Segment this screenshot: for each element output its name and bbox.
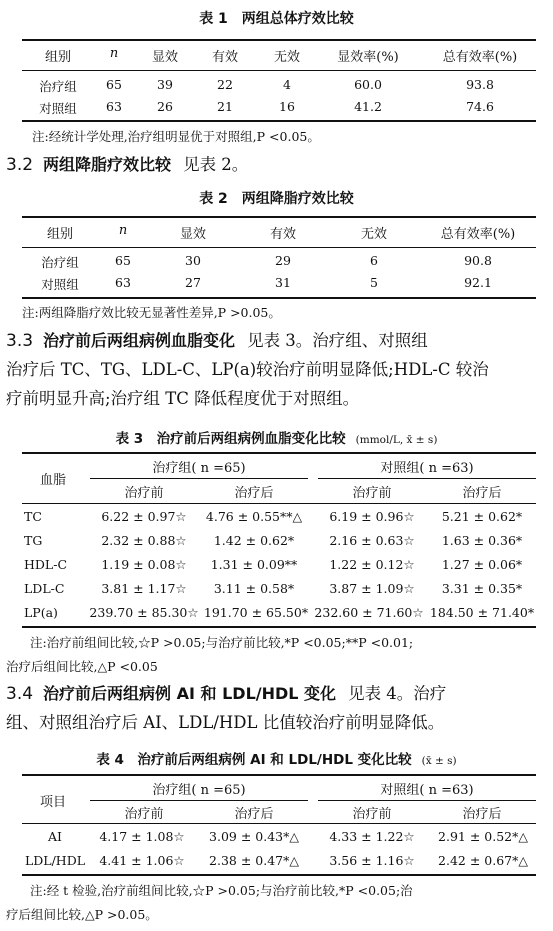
table1-header-rule	[22, 70, 536, 71]
table2-header-rule	[22, 247, 536, 248]
table1-cell: 对照组	[39, 101, 77, 116]
table3-header-rule	[22, 503, 536, 504]
table1-cell: 治疗组	[39, 79, 77, 94]
table2-header-group: 组别	[46, 227, 73, 242]
table1-cell: 93.8	[466, 77, 494, 92]
table2-cell: 29	[275, 253, 291, 268]
section-3-4-heading	[6, 681, 551, 707]
table4-subheader: 治疗后	[462, 807, 502, 822]
table3-cell: 3.87 ± 1.09☆	[329, 581, 415, 596]
section-3-3-line3: 疗前明显升高;治疗组 TC 降低程度优于对照组。	[6, 389, 360, 408]
table3-cell: 184.50 ± 71.40*	[429, 605, 535, 620]
table3-cell: HDL-C	[24, 557, 68, 572]
table3-cell: 1.27 ± 0.06*	[441, 557, 523, 572]
table2-header-n: n	[118, 223, 128, 238]
table3-cell: 1.63 ± 0.36*	[441, 533, 523, 548]
table1-cell: 16	[279, 99, 295, 114]
table3-cell: LDL-C	[24, 581, 65, 596]
table3-subheader: 治疗前	[124, 486, 164, 501]
section-number: 3.3	[6, 331, 34, 351]
table1-cell: 39	[157, 77, 173, 92]
table4-subheader: 治疗前	[352, 807, 392, 822]
table4-cell: 3.09 ± 0.43*△	[209, 829, 299, 844]
table1-cell: 22	[217, 77, 233, 92]
table2-header-total-rate: 总有效率(%)	[440, 227, 516, 242]
table1-caption: 表 1 两组总体疗效比较	[199, 11, 354, 27]
table3-group2-rule	[318, 478, 536, 479]
table2-cell: 63	[115, 275, 131, 290]
table4-group1-header: 治疗组( n =65)	[152, 783, 246, 798]
table2-cell: 30	[185, 253, 201, 268]
section-text: 见表 3。治疗组、对照组	[247, 331, 428, 350]
table4-subheader: 治疗后	[234, 807, 274, 822]
table3-unit: (mmol/L, x̄ ± s)	[355, 434, 438, 446]
table2-note: 注:两组降脂疗效比较无显著性差异,P >0.05。	[22, 305, 281, 320]
table4-cell: 2.38 ± 0.47*△	[209, 853, 299, 868]
table2-cell: 治疗组	[41, 255, 79, 270]
table4-header-rule	[22, 823, 536, 824]
section-number: 3.4	[6, 684, 34, 704]
table1-cell: 21	[217, 99, 233, 114]
table3-subheader: 治疗前	[352, 486, 392, 501]
table2-header-effective: 有效	[269, 227, 296, 242]
table2-bottom-rule	[22, 297, 536, 299]
table4-cell: 3.56 ± 1.16☆	[329, 853, 415, 868]
table3-group1-rule	[90, 478, 308, 479]
section-text: 见表 4。治疗	[348, 684, 447, 703]
table1-cell: 63	[106, 99, 122, 114]
table4-cell: 2.91 ± 0.52*△	[438, 829, 528, 844]
table3-cell: 191.70 ± 65.50*	[203, 605, 309, 620]
table3-cell: 2.16 ± 0.63☆	[329, 533, 415, 548]
table1-header-n: n	[109, 46, 119, 61]
table3-subheader: 治疗后	[234, 486, 274, 501]
table4-cell: LDL/HDL	[24, 853, 86, 868]
table2-cell: 31	[275, 275, 291, 290]
table1-header-total-rate: 总有效率(%)	[442, 50, 518, 65]
section-title: 两组降脂疗效比较	[43, 155, 172, 174]
table2-cell: 90.8	[464, 253, 492, 268]
section-title: 治疗前后两组病例 AI 和 LDL/HDL 变化	[43, 684, 337, 703]
table2-cell: 65	[115, 253, 131, 268]
table1-header-marked-rate: 显效率(%)	[337, 50, 399, 65]
table3-note-line1: 注:治疗前组间比较,☆P >0.05;与治疗前比较,*P <0.05;**P <0.01;	[30, 635, 414, 650]
section-number: 3.2	[6, 155, 34, 175]
table4-group2-header: 对照组( n =63)	[380, 783, 474, 798]
table3-cell: 4.76 ± 0.55**△	[205, 509, 303, 524]
table3-caption-row	[0, 427, 553, 447]
table1-header-ineffective: 无效	[273, 50, 300, 65]
table3-cell: 2.32 ± 0.88☆	[101, 533, 187, 548]
table1-header-group: 组别	[44, 50, 71, 65]
table4-note-line1: 注:经 t 检验,治疗前组间比较,☆P >0.05;与治疗前比较,*P <0.05;治	[30, 883, 413, 898]
table1-header-marked: 显效	[151, 50, 178, 65]
table3-cell: 6.22 ± 0.97☆	[101, 509, 187, 524]
table1-cell: 65	[106, 77, 122, 92]
table3-note-line2: 治疗后组间比较,△P <0.05	[6, 659, 158, 674]
table3-cell: 1.19 ± 0.08☆	[101, 557, 187, 572]
table3-cell: 3.31 ± 0.35*	[441, 581, 523, 596]
section-3-3-line2: 治疗后 TC、TG、LDL-C、LP(a)较治疗前明显降低;HDL-C 较治	[6, 360, 489, 379]
table4-top-rule	[22, 774, 536, 776]
table4-group1-rule	[90, 800, 308, 801]
table2-cell: 对照组	[41, 277, 79, 292]
table4-cell: 4.17 ± 1.08☆	[99, 829, 185, 844]
table1-bottom-rule	[22, 120, 536, 122]
table2-cell: 6	[370, 253, 378, 268]
table3-cell: 1.42 ± 0.62*	[213, 533, 295, 548]
table3-cell: 6.19 ± 0.96☆	[329, 509, 415, 524]
table3-row-header: 血脂	[39, 473, 66, 488]
table2-caption: 表 2 两组降脂疗效比较	[199, 191, 354, 207]
table1-cell: 26	[157, 99, 173, 114]
section-title: 治疗前后两组病例血脂变化	[43, 331, 236, 350]
table1-cell: 74.6	[466, 99, 494, 114]
table4-unit: (x̄ ± s)	[421, 755, 457, 767]
section-3-3-heading	[6, 328, 551, 354]
table4-group2-rule	[318, 800, 536, 801]
table1-top-rule	[22, 39, 536, 41]
table2-header-marked: 显效	[179, 227, 206, 242]
table3-cell: TG	[24, 533, 43, 548]
table4-cell: 2.42 ± 0.67*△	[438, 853, 528, 868]
table1-cell: 4	[283, 77, 291, 92]
table3-cell: 3.81 ± 1.17☆	[101, 581, 187, 596]
table2-cell: 92.1	[464, 275, 492, 290]
table4-row-header: 项目	[39, 795, 66, 810]
table3-cell: LP(a)	[24, 605, 58, 620]
table2-top-rule	[22, 216, 536, 218]
table3-cell: 1.22 ± 0.12☆	[329, 557, 415, 572]
table4-caption-row	[0, 748, 553, 768]
table1-cell: 41.2	[354, 99, 382, 114]
section-text: 见表 2。	[183, 155, 249, 174]
table4-note-line2: 疗后组间比较,△P >0.05。	[6, 907, 158, 922]
table4-caption: 表 4 治疗前后两组病例 AI 和 LDL/HDL 变化比较	[96, 752, 412, 768]
table4-cell: 4.41 ± 1.06☆	[99, 853, 185, 868]
table3-cell: 5.21 ± 0.62*	[441, 509, 523, 524]
table3-cell: 1.31 ± 0.09**	[210, 557, 298, 572]
table3-caption: 表 3 治疗前后两组病例血脂变化比较	[115, 431, 346, 447]
table2-header-ineffective: 无效	[360, 227, 387, 242]
table3-cell: TC	[24, 509, 42, 524]
table1-cell: 60.0	[354, 77, 382, 92]
table3-top-rule	[22, 452, 536, 454]
table3-cell: 3.11 ± 0.58*	[213, 581, 295, 596]
table4-cell: AI	[48, 829, 62, 844]
table2-cell: 27	[185, 275, 201, 290]
section-3-4-line2: 组、对照组治疗后 AI、LDL/HDL 比值较治疗前明显降低。	[6, 713, 445, 732]
table4-cell: 4.33 ± 1.22☆	[329, 829, 415, 844]
table4-subheader: 治疗前	[124, 807, 164, 822]
table3-cell: 232.60 ± 71.60☆	[314, 605, 424, 620]
table1-header-effective: 有效	[211, 50, 238, 65]
table2-cell: 5	[370, 275, 378, 290]
table3-subheader: 治疗后	[462, 486, 502, 501]
table3-group1-header: 治疗组( n =65)	[152, 461, 246, 476]
table3-cell: 239.70 ± 85.30☆	[89, 605, 199, 620]
table3-bottom-rule	[22, 626, 536, 628]
section-3-2-heading	[6, 152, 551, 178]
table4-bottom-rule	[22, 874, 536, 876]
table3-group2-header: 对照组( n =63)	[380, 461, 474, 476]
table1-note: 注:经统计学处理,治疗组明显优于对照组,P <0.05。	[32, 129, 320, 144]
